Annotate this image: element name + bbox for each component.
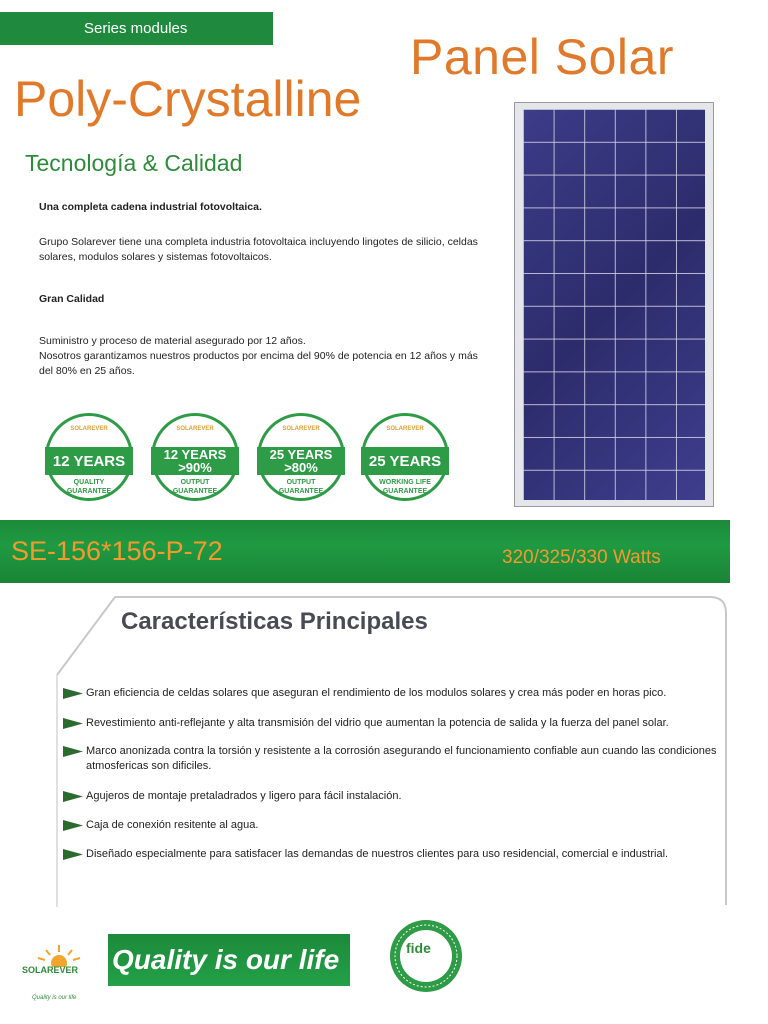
intro-heading-quality: Gran Calidad [39, 293, 105, 305]
logo-tagline: Quality is our life [32, 995, 77, 1001]
badge-logo: SOLAREVER [282, 426, 320, 432]
badge-output-12 [151, 413, 239, 501]
feature-item: Marco anonizada contra la torsión y resistente a la corrosión asegurando el funcionamiento confiable aun cuando las condiciones atmosfericas son dificiles. [63, 744, 726, 774]
badge-foot: QUALITY GUARANTEE [66, 479, 112, 495]
feature-item: Caja de conexión resitente al agua. [63, 818, 726, 833]
quality-line-2: Nosotros garantizamos nuestros productos por encima del 90% de potencia en 12 años y más del 80% en 25 años. [39, 350, 478, 377]
solar-panel-image [514, 102, 714, 507]
title-poly-crystalline: Poly-Crystalline [14, 71, 362, 127]
badge-foot: WORKING LIFE GUARANTEE [379, 479, 431, 495]
model-code: SE-156*156-P-72 [11, 536, 223, 566]
solarever-logo [20, 943, 98, 1003]
badge-foot: OUTPUT GUARANTEE [278, 479, 324, 495]
feature-item: Diseñado especialmente para satisfacer las demandas de nuestros clientes para uso residencial, comercial e industrial. [63, 847, 726, 862]
fide-seal [388, 918, 464, 994]
badge-output-25 [257, 413, 345, 501]
arrow-icon [63, 718, 83, 729]
slogan-banner: Quality is our life [108, 934, 350, 986]
intro-text-quality [39, 334, 489, 379]
quality-line-1: Suministro y proceso de material asegurado por 12 años. [39, 335, 306, 347]
sun-icon [20, 943, 98, 967]
subtitle: Tecnología & Calidad [25, 150, 243, 176]
badge-band: 25 YEARS [361, 447, 449, 475]
arrow-icon [63, 791, 83, 802]
badge-logo: SOLAREVER [386, 426, 424, 432]
badge-logo: SOLAREVER [176, 426, 214, 432]
series-modules-tab: Series modules [0, 12, 273, 45]
feature-item: Revestimiento anti-reflejante y alta transmisión del vidrio que aumentan la potencia de salida y la fuerza del panel solar. [63, 716, 726, 731]
solar-cells-grid [523, 109, 705, 500]
badge-logo: SOLAREVER [70, 426, 108, 432]
logo-name: SOLAREVER [22, 965, 79, 975]
model-banner [0, 520, 730, 583]
intro-text-chain: Grupo Solarever tiene una completa industria fotovoltaica incluyendo lingotes de silicio, celdas solares, modulos solares y sistemas fotovoltaicos. [39, 236, 478, 263]
arrow-icon [63, 746, 83, 757]
fide-label: fide [406, 940, 431, 956]
arrow-icon [63, 820, 83, 831]
badge-foot: OUTPUT GUARANTEE [172, 479, 218, 495]
seal-icon [388, 918, 464, 994]
feature-item: Agujeros de montaje pretaladrados y ligero para fácil instalación. [63, 789, 726, 804]
guarantee-badges [35, 405, 455, 505]
badge-quality-guarantee [45, 413, 133, 501]
badge-working-life [361, 413, 449, 501]
intro-heading-chain: Una completa cadena industrial fotovoltaica. [39, 201, 262, 213]
arrow-icon [63, 688, 83, 699]
arrow-icon [63, 849, 83, 860]
model-watts: 320/325/330 Watts [502, 547, 661, 568]
badge-band: 12 YEARS [45, 447, 133, 475]
title-panel-solar: Panel Solar [410, 29, 674, 85]
feature-item: Gran eficiencia de celdas solares que aseguran el rendimiento de los modulos solares y crea más poder en horas pico. [63, 686, 726, 701]
features-title: Características Principales [121, 608, 428, 635]
badge-band: 12 YEARS >90% [151, 447, 239, 475]
badge-band: 25 YEARS >80% [257, 447, 345, 475]
